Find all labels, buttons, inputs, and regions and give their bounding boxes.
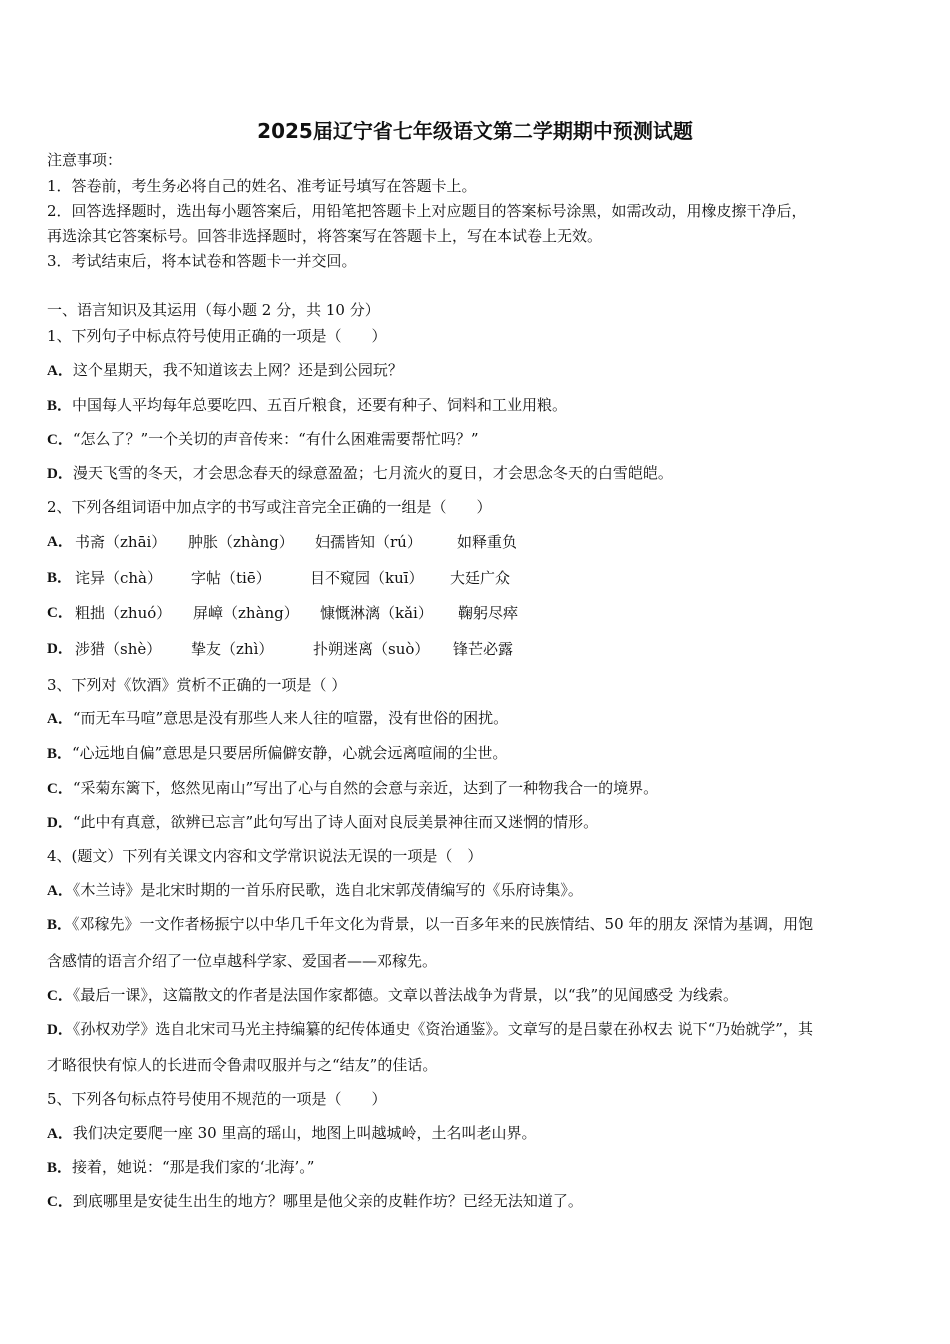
option-label: B．	[47, 398, 73, 414]
option-label: D．	[47, 641, 73, 657]
option-label: B．	[47, 1160, 73, 1176]
option-text: 《木兰诗》是北宋时期的一首乐府民歌，选自北宋郭茂倩编写的《乐府诗集》。	[72, 881, 583, 899]
option	[47, 1124, 536, 1143]
option-text: “怎么了？”一个关切的声音传来：“有什么困难需要帮忙吗？”	[72, 430, 479, 448]
option	[47, 779, 658, 798]
option-text: 《最后一课》，这篇散文的作者是法国作家都德。文章以普法战争为背景，以“我”的见闻感受 为线索。	[72, 986, 738, 1004]
option-text: “而无车马喧”意思是没有那些人来人往的喧嚣，没有世俗的困扰。	[72, 709, 509, 727]
option-label: B．	[47, 917, 73, 933]
option-word: 慷慨淋漓（kǎi）	[320, 604, 433, 622]
option-label: A．	[47, 883, 73, 899]
option-word: 目不窥园（kuī）	[310, 569, 424, 587]
section-heading: 一、语言知识及其运用（每小题 2 分，共 10 分）	[47, 301, 380, 319]
option-label: A．	[47, 711, 73, 727]
option-word: 大廷广众	[450, 569, 511, 587]
option-word: 肿胀（zhàng）	[188, 533, 294, 551]
option	[47, 361, 403, 380]
option-text: 这个星期天，我不知道该去上网？还是到公园玩？	[72, 361, 403, 379]
option	[47, 709, 508, 728]
option-word: 书斋（zhāi）	[75, 533, 167, 551]
option-text: 《邓稼先》一文作者杨振宁以中华几千年文化为背景，以一百多年来的民族情结、50 年的朋友 深情为基调，用饱	[72, 915, 814, 933]
notice-item: 2．回答选择题时，选出每小题答案后，用铅笔把答题卡上对应题目的答案标号涂黑，如需改动，用橡皮擦干净后，	[47, 202, 807, 220]
option-text: 《孙权劝学》选自北宋司马光主持编纂的纪传体通史《资治通鉴》。文章写的是吕蒙在孙权去 说下“乃始就学”，其	[72, 1020, 813, 1038]
option-word: 鞠躬尽瘁	[458, 604, 519, 622]
option-continuation: 才略很快有惊人的长进而令鲁肃叹服并与之“结友”的佳话。	[47, 1056, 438, 1074]
option-word: 如释重负	[457, 533, 518, 551]
option-word: 扑朔迷离（suò）	[313, 640, 430, 658]
option-text: “采菊东篱下，悠然见南山”写出了心与自然的会意与亲近，达到了一种物我合一的境界。	[72, 779, 659, 797]
notice-item: 1．答卷前，考生务必将自己的姓名、准考证号填写在答题卡上。	[47, 177, 477, 195]
question-stem: 1、下列句子中标点符号使用正确的一项是（ ）	[47, 327, 387, 345]
option-text: 我们决定要爬一座 30 里高的瑶山，地图上叫越城岭，土名叫老山界。	[72, 1124, 537, 1142]
notice-heading: 注意事项：	[47, 151, 123, 169]
option	[47, 533, 927, 551]
option	[47, 1192, 583, 1211]
option-word: 粗拙（zhuó）	[75, 604, 172, 622]
option-continuation: 含感情的语言介绍了一位卓越科学家、爱国者——邓稼先。	[47, 952, 438, 970]
option-text: 接着，她说：“那是我们家的‘北海’。”	[72, 1158, 315, 1176]
option-label: B．	[47, 746, 73, 762]
question-stem: 5、下列各句标点符号使用不规范的一项是（ ）	[47, 1090, 387, 1108]
option	[47, 986, 738, 1005]
option-word: 屏嶂（zhàng）	[193, 604, 299, 622]
option	[47, 915, 813, 934]
option-text: 中国每人平均每年总要吃四、五百斤粮食，还要有种子、饲料和工业用粮。	[72, 396, 568, 414]
option	[47, 1158, 314, 1177]
option	[47, 813, 598, 832]
option-label: C．	[47, 432, 73, 448]
notice-item: 3．考试结束后，将本试卷和答题卡一并交回。	[47, 252, 357, 270]
option	[47, 396, 567, 415]
notice-item: 再选涂其它答案标号。回答非选择题时，将答案写在答题卡上，写在本试卷上无效。	[47, 227, 603, 245]
option-label: D．	[47, 815, 73, 831]
option-label: C．	[47, 605, 73, 621]
option-text: “心远地自偏”意思是只要居所偏僻安静，心就会远离喧闹的尘世。	[72, 744, 508, 762]
option-word: 诧异（chà）	[75, 569, 163, 587]
option	[47, 744, 507, 763]
option-word: 挚友（zhì）	[191, 640, 274, 658]
option	[47, 1020, 813, 1039]
option-label: D．	[47, 1022, 73, 1038]
option-text: 到底哪里是安徒生出生的地方？哪里是他父亲的皮鞋作坊？已经无法知道了。	[72, 1192, 583, 1210]
option-label: A．	[47, 534, 73, 550]
option-label: A．	[47, 1126, 73, 1142]
option	[47, 430, 479, 449]
option-word: 妇孺皆知（rú）	[315, 533, 422, 551]
option-label: B．	[47, 570, 73, 586]
option	[47, 604, 927, 622]
option-text: “此中有真意，欲辨已忘言”此句写出了诗人面对良辰美景神往而又迷惘的情形。	[72, 813, 599, 831]
option-label: C．	[47, 1194, 73, 1210]
option	[47, 464, 673, 483]
option-word: 字帖（tiē）	[191, 569, 271, 587]
option-label: D．	[47, 466, 73, 482]
option-label: C．	[47, 988, 73, 1004]
option-word: 涉猎（shè）	[75, 640, 162, 658]
page-title: 2025届辽宁省七年级语文第二学期期中预测试题	[257, 119, 693, 143]
option-label: A．	[47, 363, 73, 379]
option	[47, 569, 927, 587]
question-stem: 4、(题文）下列有关课文内容和文学常识说法无误的一项是（ ）	[47, 847, 483, 865]
option	[47, 881, 583, 900]
question-stem: 3、下列对《饮酒》赏析不正确的一项是（ ）	[47, 676, 347, 694]
option-label: C．	[47, 781, 73, 797]
option-word: 锋芒必露	[453, 640, 514, 658]
option	[47, 640, 927, 658]
option-text: 漫天飞雪的冬天，才会思念春天的绿意盈盈；七月流火的夏日，才会思念冬天的白雪皑皑。	[72, 464, 673, 482]
question-stem: 2、下列各组词语中加点字的书写或注音完全正确的一组是（ ）	[47, 498, 492, 516]
